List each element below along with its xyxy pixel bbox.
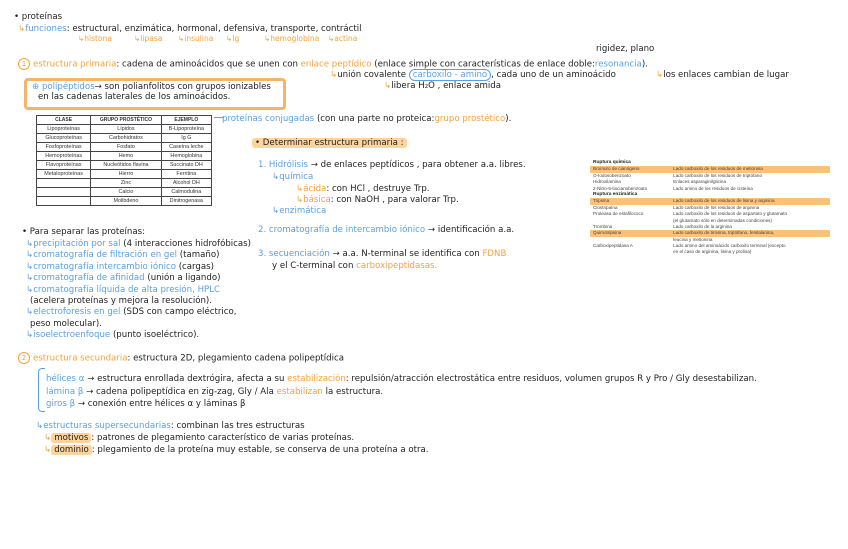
page-title: • proteínas <box>14 12 63 22</box>
primaria-line: 1 estructura primaria: cadena de aminoácidos que se unen con enlace peptídico (enlace simple con características de enlace doble:resonancia). <box>18 58 648 71</box>
table-row: Clostripaína Lado carboxilo de los residuos de arginina <box>593 204 760 210</box>
secundaria-label: estructura secundaria <box>33 353 128 364</box>
table-row: O-Iodosobenzoato Lado carboxilo de los residuos de triptófano <box>593 172 763 178</box>
table-row: Hidroxilamina Enlaces asparaginilglicina <box>593 179 727 185</box>
table-row: Molibdeno Dinitrogenasa <box>37 197 212 206</box>
list-item: ↳cromatografía intercambio iónico (cargas) <box>26 261 214 272</box>
table-row: Calcio Calmodulina <box>37 188 212 197</box>
funciones-text: : estructural, enzimática, hormonal, defensiva, transporte, contráctil <box>66 24 362 34</box>
enlaces-cambian: ↳los enlaces cambian de lugar <box>656 70 789 80</box>
section-title: Ruptura enzimática <box>593 191 638 197</box>
rigidez-note: rigidez, plano <box>596 44 655 54</box>
example-hemoglobina: hemoglobina <box>270 34 320 43</box>
polipeptidos-line2: en las cadenas laterales de los aminoácidos. <box>38 92 231 102</box>
primaria-text: : cadena de aminoácidos que se unen con <box>116 59 298 70</box>
table-row: leucina y metionina <box>673 236 713 242</box>
table-row: (el glutamato sólo en determinadas condiciones) <box>673 217 772 223</box>
section-number-1: 1 <box>18 58 30 70</box>
separar-list <box>26 239 251 342</box>
list-item: (acelera proteínas y mejora la resolución). <box>30 296 213 307</box>
step3-line2: y el C-terminal con carboxipeptidasas. <box>272 261 438 271</box>
determinar-title: • Determinar estructura primaria : <box>252 138 407 149</box>
motivos-line: ↳ motivos : patrones de plegamiento característico de varias proteínas. <box>44 433 355 443</box>
polipeptidos-line1: ⊕ polipéptidos→ son polianfolitos con grupos ionizables <box>32 82 271 92</box>
example-ig: Ig <box>232 34 240 43</box>
conjugadas-line: proteínas conjugadas (con una parte no proteica:grupo prostético). <box>222 114 512 124</box>
col-header: EJEMPLO <box>161 116 211 125</box>
grupo-prostetico: grupo prostético <box>434 114 506 124</box>
separar-title: • Para separar las proteínas: <box>22 227 145 237</box>
list-item: ↳precipitación por sal (4 interacciones hidrofóbicas) <box>26 239 251 249</box>
giros-line: giros β → conexión entre hélices α y láminas β <box>46 399 246 409</box>
quimica: ↳química <box>272 172 314 182</box>
example-histona: histona <box>84 34 112 43</box>
polipeptidos-label: polipéptidos <box>41 82 95 92</box>
table-row: Bromuro de cianógeno Lado carboxilo de los residuos de metionina <box>590 166 830 172</box>
step3-line1: 3. secuenciación → a.a. N-terminal se identifica con FDNB <box>258 249 507 259</box>
union-covalente: unión covalente <box>337 70 407 80</box>
list-item: ↳isoelectroenfoque (punto isoeléctrico). <box>26 330 200 341</box>
helice-line: hélices α → estructura enrollada dextrógira, afecta a su estabilización: repulsión/atracción electrostática entre residuos, volumen grupos R y Pro / Gly desestabilizan. <box>46 374 757 384</box>
section-title: Ruptura química <box>593 160 631 165</box>
table-row: Metaloproteínas Hierro Ferritina <box>37 170 212 179</box>
example-actina: actina <box>334 34 358 43</box>
table-row: Carboxipeptidasa A Lado amino del aminoácido carboxilo terminal (excepto <box>593 243 786 249</box>
carboxilo-amino: carboxilo - amino <box>409 69 491 81</box>
table-row: Lipoproteínas Lípidos B-Lipoproteína <box>37 125 212 134</box>
bracket <box>38 368 45 412</box>
list-item: ↳cromatografía de afinidad (unión a ligando) <box>26 273 221 284</box>
col-header: CLASE <box>37 116 91 125</box>
resonancia: resonancia <box>594 59 642 70</box>
table-row: 2-Nitro-5-tiocianobenzoato Lado amino de los residuos de cisteína <box>593 185 753 191</box>
supersecundarias-line: ↳estructuras supersecundarias: combinan las tres estructuras <box>36 421 305 431</box>
funciones-label: funciones <box>25 24 67 34</box>
list-item: ↳cromatografía líquida de alta presión, HPLC <box>26 284 221 295</box>
list-item: peso molecular). <box>30 318 102 329</box>
step1-label: 1. Hidrólisis <box>258 160 308 170</box>
acida-line: ↳ácida: con HCl , destruye Trp. <box>296 184 430 194</box>
table-row: en el caso de arginina, lisina y prolina) <box>673 249 752 255</box>
list-item: ↳electroforesis en gel (SDS con campo eléctrico, <box>26 307 237 318</box>
table-row: Hemoproteínas Hemo Hemoglobina <box>37 152 212 161</box>
lamina-line: lámina β → cadena polipeptídica en zig-zag, Gly / Ala estabilizan la estructura. <box>46 387 384 397</box>
primaria-text2: (enlace simple con características de enlace doble: <box>374 59 595 70</box>
step2-line: 2. cromatografía de intercambio iónico → identificación a.a. <box>258 225 515 235</box>
cada-uno: , cada uno de un aminoácido <box>491 70 616 80</box>
step1-line: 1. Hidrólisis → de enlaces peptídicos , para obtener a.a. libres. <box>258 160 526 170</box>
libera-line: ↳libera H₂O , enlace amida <box>384 81 501 91</box>
table-row: Glucoproteínas Carbohidratos Ig G <box>37 134 212 143</box>
list-item: ↳cromatografía de filtración en gel (tamaño) <box>26 250 220 261</box>
enlace-peptidico: enlace peptídico <box>300 59 372 70</box>
class-table <box>36 115 212 206</box>
primaria-label: estructura primaria <box>33 59 117 70</box>
example-lipasa: lipasa <box>140 34 163 43</box>
funciones-line: ↳funciones: estructural, enzimática, hormonal, defensiva, transporte, contráctil <box>18 24 362 34</box>
example-insulina: insulina <box>184 34 214 43</box>
table-row: Trombina Lado carboxilo de la arginina <box>593 223 732 229</box>
table-row: Quimotripsina Lado carboxilo de tirosina, triptófano, fenilalanina, <box>590 230 830 236</box>
table-row: Flavoproteínas Nucleótidos flavina Succinato DH <box>37 161 212 170</box>
table-row: Tripsina Lado carboxilo de los residuos de lisina y arginina <box>590 198 830 204</box>
dominio-line: ↳ dominio : plegamiento de la proteína muy estable, se conserva de una proteína a otra. <box>44 445 429 455</box>
union-line: ↳unión covalente carboxilo - amino , cada uno de un aminoácido <box>330 70 616 80</box>
col-header: GRUPO PROSTÉTICO <box>91 116 161 125</box>
class-table-header <box>37 116 212 125</box>
enzyme-table <box>590 160 830 256</box>
table-row: Zinc Alcohol DH <box>37 179 212 188</box>
basica-line: ↳básica: con NaOH , para valorar Trp. <box>296 195 459 205</box>
secundaria-line: 2 estructura secundaria: estructura 2D, plegamiento cadena polipeptídica <box>18 352 344 365</box>
enzimatica: ↳enzimática <box>272 206 327 216</box>
table-row: Proteasa de estafilococo Lado carboxilo de los residuos de aspartato y glutamato <box>593 211 788 217</box>
section-number-2: 2 <box>18 352 30 364</box>
table-row: Fosfoproteínas Fosfato Caseína leche <box>37 143 212 152</box>
conjugadas-label: proteínas conjugadas <box>222 114 315 124</box>
